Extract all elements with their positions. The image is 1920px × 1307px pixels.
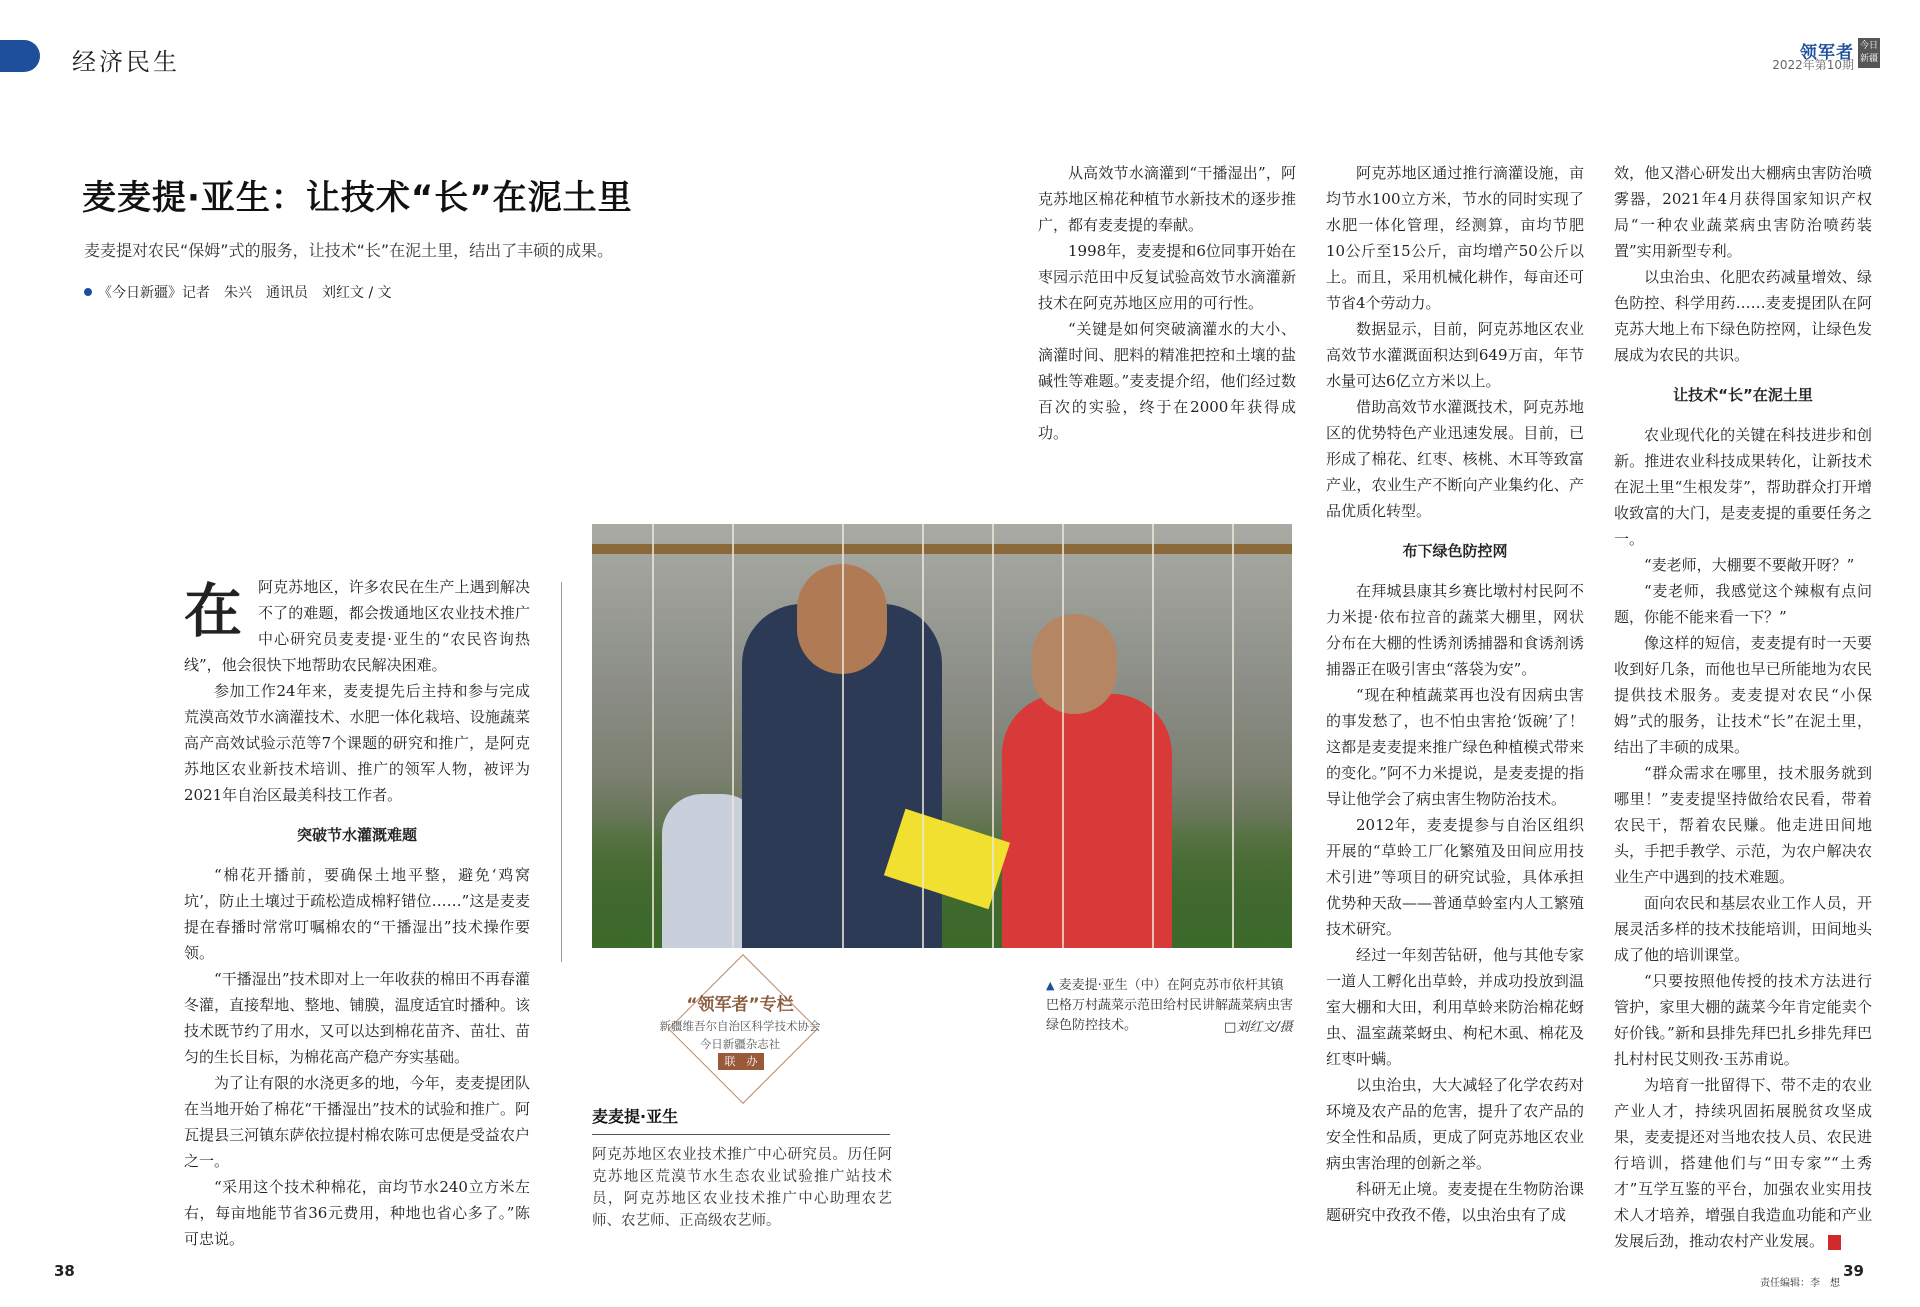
paragraph: “麦老师，大棚要不要敞开呀？” [1644,556,1855,574]
paragraph: 2012年，麦麦提参与自治区组织开展的“草蛉工厂化繁殖及田间应用技术引进”等项目的研究试验，具体承担优势种天敌——普通草蛉室内人工繁殖技术研究。 [1326,816,1584,938]
drop-cap: 在 [184,577,243,645]
caption-text: 麦麦提·亚生（中）在阿克苏市依杆其镇巴格万村蔬菜示范田给村民讲解蔬菜病虫害绿色防控技术。 [1046,978,1294,1033]
woman-figure [1002,694,1172,948]
greenhouse-pipe [592,544,1292,554]
paragraph: 为了让有限的水浇更多的地，今年，麦麦提团队在当地开始了棉花“干播湿出”技术的试验和推广。阿瓦提县三河镇东萨依拉提村棉农陈可忠便是受益农户之一。 [184,1074,530,1170]
trellis-string [1152,524,1154,948]
paragraph: “麦老师，我感觉这个辣椒有点问题，你能不能来看一下？” [1614,582,1872,626]
article-subtitle: 麦麦提对农民“保姆”式的服务，让技术“长”在泥土里，结出了丰硕的成果。 [84,241,614,260]
paragraph: 借助高效节水灌溉技术，阿克苏地区的优势特色产业迅速发展。目前，已形成了棉花、红枣、核桃、木耳等致富产业，农业生产不断向产业集约化、产品优质化转型。 [1326,398,1584,520]
paragraph: 从高效节水滴灌到“干播湿出”，阿克苏地区棉花种植节水新技术的逐步推广，都有麦麦提的奉献。 [1038,164,1296,234]
paragraph: “干播湿出”技术即对上一年收获的棉田不再春灌冬灌，直接犁地、整地、铺膜，温度适宜时播种。该技术既节约了用水，又可以达到棉花苗齐、苗壮、苗匀的生长目标，为棉花高产稳产夯实基础。 [184,970,530,1066]
article-photo [592,524,1292,948]
paragraph: 阿克苏地区，许多农民在生产上遇到解决不了的难题，都会拨通地区农业技术推广中心研究员麦麦提·亚生的“农民咨询热线”，他会很快下地帮助农民解决困难。 [184,578,530,674]
profile-divider [592,1134,890,1135]
paragraph: 参加工作24年来，麦麦提先后主持和参与完成荒漠高效节水滴灌技术、水肥一体化栽培、设施蔬菜高产高效试验示范等7个课题的研究和推广，是阿克苏地区农业新技术培训、推广的领军人物，被评为2021年自治区最美科技工作者。 [184,682,530,804]
column-badge-tag: 联 办 [718,1053,764,1070]
column-divider [561,582,562,962]
issue-number: 2022年第10期 [1772,58,1854,72]
byline [84,282,392,302]
magazine-logo: 领军者 [1800,43,1854,63]
text-column-4 [1614,160,1872,1254]
section-heading: 突破节水灌溉难题 [296,826,417,844]
paragraph: “现在种植蔬菜再也没有因病虫害的事发愁了，也不怕虫害抢‘饭碗’了！这都是麦麦提来推广绿色种植模式带来的变化。”阿不力米提说，是麦麦提的指导让他学会了病虫害生物防治技术。 [1326,686,1584,808]
trellis-string [1062,524,1064,948]
trellis-string [732,524,734,948]
page-number-left: 38 [54,1262,75,1280]
trellis-string [1232,524,1234,948]
byline-text: 《今日新疆》记者 朱兴 通讯员 刘红文 / 文 [98,285,392,301]
page-number-right: 39 [1843,1262,1864,1280]
paragraph-text: 为培育一批留得下、带不走的农业产业人才，持续巩固拓展脱贫攻坚成果，麦麦提还对当地农技人员、农民进行培训，搭建他们与“田专家”“土秀才”互学互鉴的平台，加强农业实用技术人才培养，增强自我造血功能和产业发展后劲，推动农村产业发展。 [1614,1076,1872,1250]
end-mark-icon: J [1828,1235,1841,1250]
paragraph: 面向农民和基层农业工作人员，开展灵活多样的技术技能培训，田间地头成了他的培训课堂。 [1614,894,1872,964]
section-marker [0,40,40,72]
column-badge-title: “领军者”专栏 [686,995,794,1015]
trellis-string [842,524,844,948]
paragraph: “棉花开播前，要确保土地平整，避免‘鸡窝坑’，防止土壤过于疏松造成棉籽错位……”这是麦麦提在春播时常常叮嘱棉农的“干播湿出”技术操作要领。 [184,866,530,962]
paragraph: 数据显示，目前，阿克苏地区农业高效节水灌溉面积达到649万亩，年节水量可达6亿立方米以上。 [1326,320,1584,390]
trellis-string [922,524,924,948]
paragraph: 科研无止境。麦麦提在生物防治课题研究中孜孜不倦，以虫治虫有了成 [1326,1180,1584,1224]
paragraph: 经过一年刻苦钻研，他与其他专家一道人工孵化出草蛉，并成功投放到温室大棚和大田，利用草蛉来防治棉花蚜虫、温室蔬菜蚜虫、枸杞木虱、棉花及红枣叶螨。 [1326,946,1584,1068]
paragraph: “采用这个技术种棉花，亩均节水240立方米左右，每亩地能节省36元费用，种地也省心多了。”陈可忠说。 [184,1178,530,1248]
woman-head [1032,614,1117,714]
trellis-string [992,524,994,948]
trellis-string [652,524,654,948]
paragraph: “关键是如何突破滴灌水的大小、滴灌时间、肥料的精准把控和土壤的盐碱性等难题。”麦麦提介绍，他们经过数百次的实验，终于在2000年获得成功。 [1038,320,1296,442]
paragraph [1614,1072,1872,1254]
section-heading: 布下绿色防控网 [1402,542,1508,560]
editor-credit: 责任编辑：李 想 [1760,1278,1840,1289]
photo-credit: □刘红文/摄 [1224,1020,1293,1035]
magazine-badge: 今日新疆 [1858,38,1880,68]
paragraph: 阿克苏地区通过推行滴灌设施，亩均节水100立方米，节水的同时实现了水肥一体化管理，经测算，亩均节肥10公斤至15公斤，亩均增产50公斤以上。而且，采用机械化耕作，每亩还可节省4个劳动力。 [1326,164,1584,312]
column-badge-org: 今日新疆杂志社 [699,1037,781,1051]
paragraph: “只要按照他传授的技术方法进行管护，家里大棚的蔬菜今年肯定能卖个好价钱。”新和县排先拜巴扎乡排先拜巴扎村村民艾则孜·玉苏甫说。 [1614,972,1872,1068]
profile-name: 麦麦提·亚生 [592,1107,679,1126]
paragraph: 以虫治虫，大大减轻了化学农药对环境及农产品的危害，提升了农产品的安全性和品质，更成了阿克苏地区农业病虫害治理的创新之举。 [1326,1076,1584,1172]
column-badge-org: 新疆维吾尔自治区科学技术协会 [659,1019,821,1033]
byline-bullet [84,288,92,296]
magazine-header [1772,38,1880,73]
text-column-3 [1326,160,1584,1228]
paragraph: 农业现代化的关键在科技进步和创新。推进农业科技成果转化，让新技术在泥土里“生根发芽”，帮助群众打开增收致富的大门，是麦麦提的重要任务之一。 [1614,426,1872,548]
caption-triangle-icon: ▲ [1046,979,1055,992]
section-title: 经济民生 [72,48,180,76]
text-column-1 [184,574,530,1252]
paragraph: 以虫治虫、化肥农药减量增效、绿色防控、科学用药……麦麦提团队在阿克苏大地上布下绿色防控网，让绿色发展成为农民的共识。 [1614,268,1872,364]
paragraph: “群众需求在哪里，技术服务就到哪里！”麦麦提坚持做给农民看，带着农民干，帮着农民赚。他走进田间地头，手把手教学、示范，为农户解决农业生产中遇到的技术难题。 [1614,764,1872,886]
paragraph: 在拜城县康其乡赛比墩村村民阿不力米提·依布拉音的蔬菜大棚里，网状分布在大棚的性诱剂诱捕器和食诱剂诱捕器正在吸引害虫“落袋为安”。 [1326,582,1584,678]
text-column-2 [1038,160,1296,446]
profile-text: 阿克苏地区农业技术推广中心研究员。历任阿克苏地区荒漠节水生态农业试验推广站技术员，阿克苏地区农业技术推广中心助理农艺师、农艺师、正高级农艺师。 [592,1147,892,1229]
article-title: 麦麦提·亚生：让技术“长”在泥土里 [82,178,633,218]
paragraph: 像这样的短信，麦麦提有时一天要收到好几条，而他也早已所能地为农民提供技术服务。麦麦提对农民“小保姆”式的服务，让技术“长”在泥土里，结出了丰硕的成果。 [1614,634,1872,756]
paragraph: 效，他又潜心研发出大棚病虫害防治喷雾器，2021年4月获得国家知识产权局“一种农业蔬菜病虫害防治喷药装置”实用新型专利。 [1614,164,1872,260]
paragraph: 1998年，麦麦提和6位同事开始在枣园示范田中反复试验高效节水滴灌新技术在阿克苏地区应用的可行性。 [1038,242,1296,312]
section-heading: 让技术“长”在泥土里 [1673,386,1813,404]
